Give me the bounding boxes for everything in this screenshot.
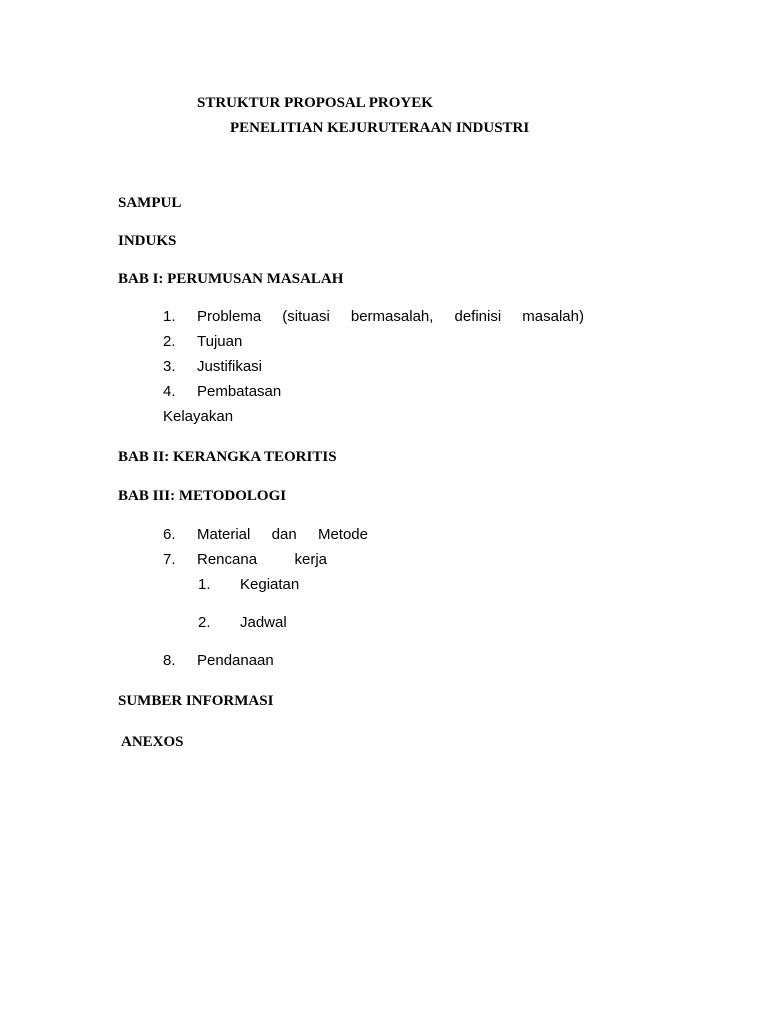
document-title-line-1: STRUKTUR PROPOSAL PROYEK [197, 95, 433, 111]
section-anexos: ANEXOS [121, 734, 184, 750]
section-sumber-informasi: SUMBER INFORMASI [118, 693, 274, 709]
list-item-word: Rencana [197, 551, 258, 568]
list-item-justified-text [197, 551, 327, 569]
list-item-text: Tujuan [197, 333, 243, 350]
list-item-text: Pembatasan [197, 383, 282, 400]
list-item-number: 8. [163, 652, 176, 669]
list-item-number: 7. [163, 551, 176, 568]
list-item-word: dan [271, 526, 297, 543]
sub-list-item-text: Jadwal [240, 614, 287, 631]
list-item-justified-text [197, 308, 584, 326]
sub-list-item-text: Kegiatan [240, 576, 300, 593]
list-continuation-text: Kelayakan [163, 408, 234, 425]
list-item-word: (situasi [282, 308, 330, 325]
list-item-text: Justifikasi [197, 358, 263, 375]
section-bab-1: BAB I: PERUMUSAN MASALAH [118, 271, 344, 287]
list-item-word: Material [197, 526, 251, 543]
list-item-word: kerja [294, 551, 327, 568]
list-item-justified-text [197, 526, 368, 544]
section-bab-3: BAB III: METODOLOGI [118, 488, 287, 504]
list-item-word: masalah) [522, 308, 584, 325]
section-induks: INDUKS [118, 233, 177, 249]
list-item-word: Problema [197, 308, 262, 325]
list-item-word: Metode [317, 526, 368, 543]
list-item-number: 3. [163, 358, 176, 375]
list-item-word: bermasalah, [350, 308, 434, 325]
list-item-text: Pendanaan [197, 652, 274, 669]
list-item-word: definisi [454, 308, 502, 325]
document-title-line-2: PENELITIAN KEJURUTERAAN INDUSTRI [230, 120, 530, 136]
list-item-number: 1. [163, 308, 176, 325]
list-item-number: 2. [163, 333, 176, 350]
section-bab-2: BAB II: KERANGKA TEORITIS [118, 449, 337, 465]
section-sampul: SAMPUL [118, 195, 182, 211]
list-item-number: 6. [163, 526, 176, 543]
sub-list-item-number: 2. [198, 614, 211, 631]
sub-list-item-number: 1. [198, 576, 211, 593]
list-item-number: 4. [163, 383, 176, 400]
